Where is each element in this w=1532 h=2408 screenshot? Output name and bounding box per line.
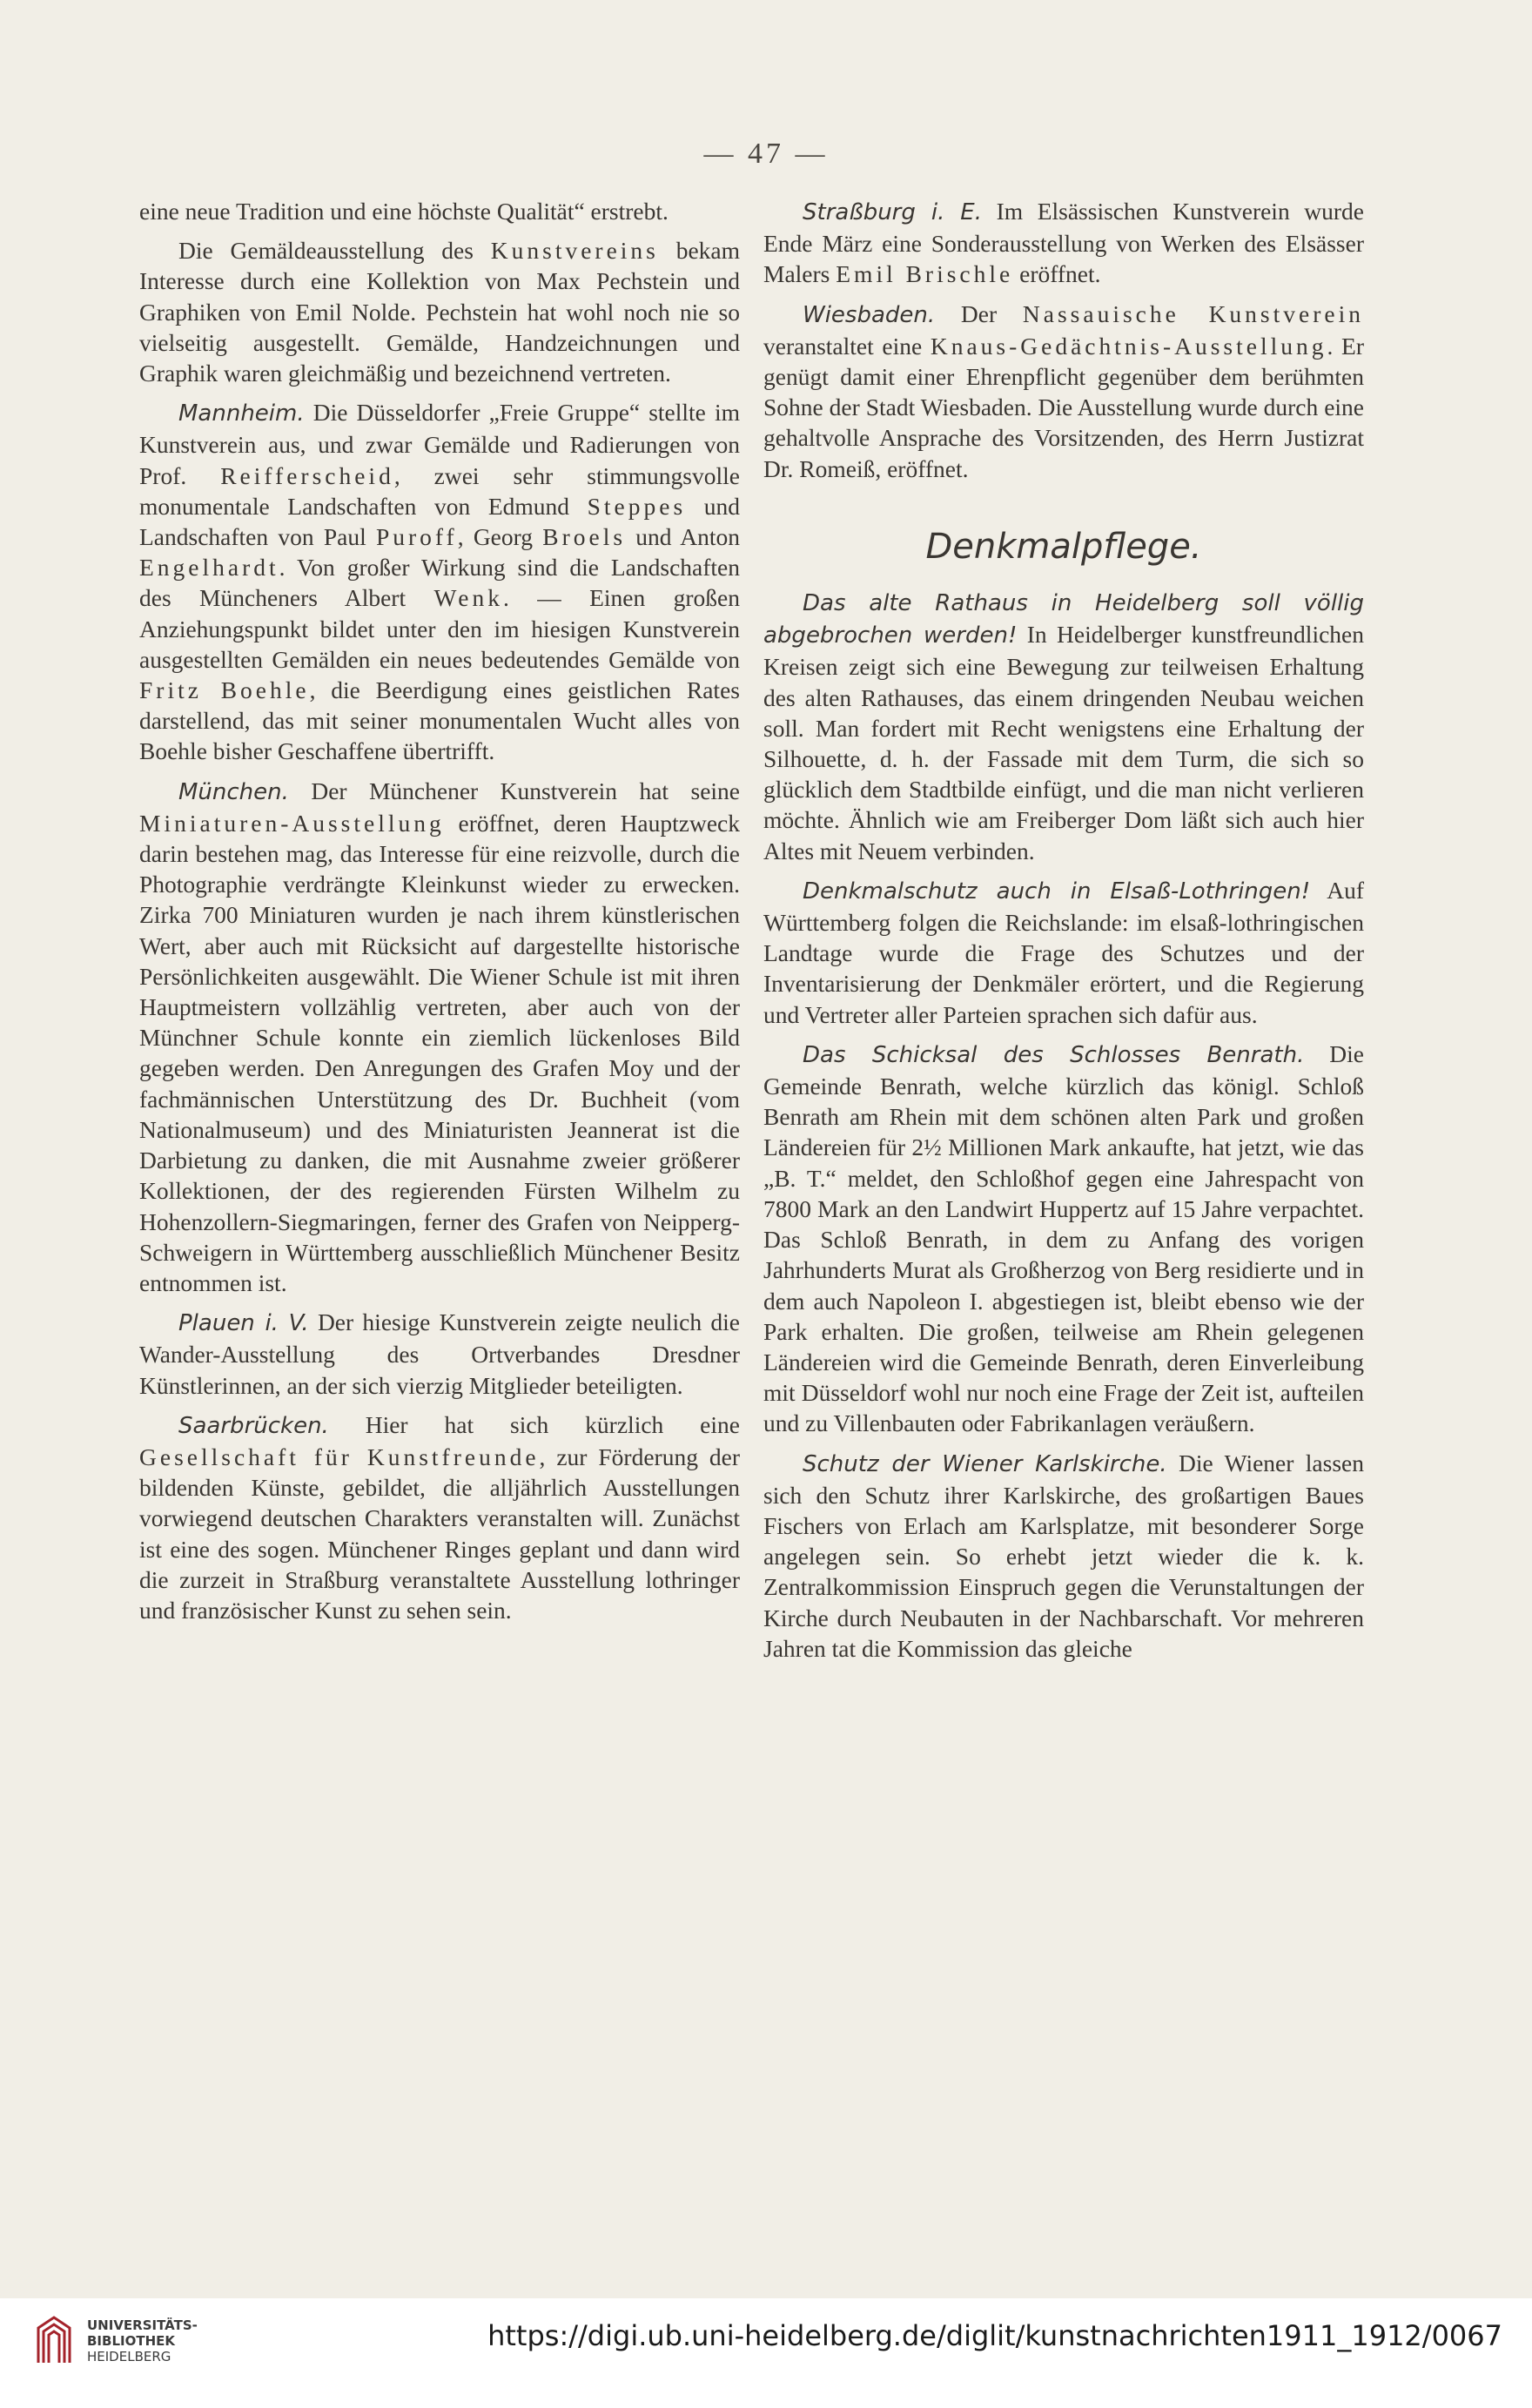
- article-paragraph: [139, 1409, 740, 1625]
- library-name-line: BIBLIOTHEK: [87, 2333, 175, 2349]
- library-name: [87, 2317, 198, 2364]
- section-heading: Denkmalpflege.: [925, 526, 1202, 567]
- spaced-name: Nassauische Kunstverein: [1022, 299, 1364, 327]
- spaced-name: Engelhardt: [139, 554, 279, 582]
- article-text: Auf Württemberg folgen die Reichslande: im elsaß-lothringischen Landtage wurde die Frage des Schutzes und der Inventarisierung der Denkmäler erörtert, und die Regierung und Vertreter aller Parteien sprachen sich dafür aus.: [763, 876, 1365, 1028]
- article-paragraph: [763, 196, 1364, 290]
- article-text: eröffnet, deren Hauptzweck darin bestehen mag, das Interesse für eine reizvolle, durch die Photographie verdrängte Kleinkunst wieder zu erwecken. Zirka 700 Miniaturen wurden je nach ihrem künstlerischen Wert, aber auch mit Rücksicht auf dargestellte historische Persönlichkeiten ausgewählt. Die Wiener Schule ist mit ihren Hauptmeistern vollzählig vertreten, aber auch von der Münchner Schule konnte ein ziemlich lückenloses Bild gegeben werden. Den Anregungen des Grafen Moy und der fachmännischen Unterstützung des Dr. Buchheit (vom Nationalmuseum) und des Miniaturisten Jeannerat ist die Darbietung zu danken, die mit Ausnahme zweier größerer Kollektionen, der des regierenden Fürsten Wilhelm zu Hohenzollern-Siegmaringen, ferner des Grafen von Neipperg-Schweigern in Württemberg ausschließlich Münchener Besitz entnommen ist.: [139, 809, 740, 1296]
- spaced-name: Wenk: [433, 584, 503, 612]
- library-name-line: UNIVERSITÄTS-: [87, 2317, 198, 2333]
- article-text: Die Gemeinde Benrath, welche kürzlich das königl. Schloß Benrath am Rhein mit dem schönen alten Park und großen Ländereien für 2½ Millionen Mark ankaufte, hat jetzt, wie das „B. T.“ meldet, den Schloßhof gegen eine Jahrespacht von 7800 Mark an den Landwirt Huppertz auf 15 Jahre verpachtet. Das Schloß Benrath, in dem zu Anfang des vorigen Jahrhunderts Murat als Großherzog von Berg residierte und in dem auch Napoleon I. abgestiegen ist, bleibt ebenso wie der Park erhalten. Die großen, teilweise am Rhein gelegenen Ländereien wird die Gemeinde Benrath, deren Einverleibung mit Düsseldorf wohl nur noch eine Frage der Zeit ist, aufteilen und zu Villenbauten oder Fabrikanlagen veräußern.: [763, 1039, 1364, 1437]
- source-url[interactable]: https://digi.ub.uni-heidelberg.de/diglit/kunstnachrichten1911_1912/0067: [487, 2319, 1502, 2352]
- article-lead: Das alte Rathaus in Heidelberg soll völlig abgebrochen werden!: [763, 590, 1364, 649]
- library-logo-icon[interactable]: [35, 2314, 73, 2366]
- article-text: und Landschaften von Paul: [139, 492, 740, 551]
- article-text: Die Gemäldeausstellung des: [178, 237, 491, 265]
- article-text: eröffnet.: [1013, 260, 1101, 288]
- right-column: [763, 196, 1364, 1672]
- article-lead: Denkmalschutz auch in Elsaß-Lothringen!: [803, 878, 1311, 905]
- article-paragraph: [763, 299, 1364, 484]
- article-text: Die Wiener lassen sich den Schutz ihrer Karlskirche, des großartigen Baues Fischers von Erlach am Karlsplatze, mit besonderer Sorge angelegen sein. So erhebt jetzt wieder die k. k. Zentralkommission Einspruch gegen die Verunstaltungen der Kirche durch Neubauten in der Nachbarschaft. Vor mehreren Jahren tat die Kommission das gleiche: [763, 1449, 1364, 1662]
- article-paragraph: [139, 1307, 740, 1401]
- spaced-name: Emil Brischle: [836, 260, 1014, 288]
- article-text: Der Münchener Kunstverein hat seine: [288, 777, 740, 804]
- right-column-top: [763, 196, 1364, 484]
- article-text: und Anton: [626, 523, 741, 551]
- spaced-name: Knaus-Gedächtnis-Ausstellung: [930, 332, 1327, 360]
- article-lead: Das Schicksal des Schlosses Benrath.: [803, 1041, 1305, 1068]
- spaced-name: Kunstvereins: [490, 237, 659, 265]
- article-lead: Schutz der Wiener Karlskirche.: [803, 1450, 1167, 1477]
- article-lead: Straßburg i. E.: [803, 199, 982, 225]
- spaced-name: Reifferscheid: [220, 461, 394, 489]
- article-lead: Wiesbaden.: [803, 301, 936, 328]
- article-paragraph: [139, 776, 740, 1298]
- article-paragraph: [139, 196, 740, 226]
- spaced-name: Broels: [542, 523, 627, 551]
- article-lead: Plauen i. V.: [178, 1310, 309, 1337]
- article-text: Der hiesige Kunstverein zeigte neulich die Wander-Ausstellung des Ortverbandes Dresdner Künstlerinnen, an der sich vierzig Mitglieder beteiligten.: [139, 1308, 741, 1399]
- article-text: Die Düsseldorfer „Freie Gruppe“ stellte im Kunstverein aus, und zwar Gemälde und Radierungen von Prof.: [139, 399, 740, 489]
- spaced-name: Steppes: [587, 492, 687, 520]
- article-lead: München.: [178, 778, 289, 805]
- left-column: [139, 196, 740, 1634]
- article-lead: Saarbrücken.: [178, 1412, 329, 1439]
- article-text: Hier hat sich kürzlich eine: [328, 1410, 740, 1438]
- article-text: veranstaltet eine: [763, 332, 931, 360]
- library-name-line: HEIDELBERG: [87, 2349, 171, 2364]
- article-paragraph: [763, 1448, 1364, 1664]
- right-column-bottom: [763, 587, 1364, 1664]
- article-text: bekam Interesse durch eine Kollektion von Max Pechstein und Graphiken von Emil Nolde. Pechstein hat wohl noch nie so vielseitig ausgestellt. Gemälde, Handzeichnungen und Graphik waren gleichmäßig und bezeichnend vertreten.: [139, 237, 740, 387]
- article-paragraph: [763, 587, 1364, 866]
- spaced-name: Fritz Boehle: [139, 676, 310, 704]
- article-text: In Heidelberger kunstfreundlichen Kreisen zeigt sich eine Bewegung zur teilweisen Erhaltung des alten Rathauses, das einem dringenden Neubau weichen soll. Man fordert mit Recht wenigstens eine Erhaltung der Silhouette, d. h. der Fassade mit dem Turm, die sich so glücklich dem Stadtbilde einfügt, und die man nicht verlieren möchte. Ähnlich wie am Freiberger Dom läßt sich auch hier Altes mit Neuem verbinden.: [763, 621, 1365, 864]
- article-paragraph: [763, 1039, 1364, 1439]
- article-paragraph: [139, 397, 740, 766]
- article-paragraph: [139, 235, 740, 388]
- spaced-name: Gesellschaft für Kunstfreunde: [139, 1443, 540, 1470]
- spaced-name: Puroff: [375, 523, 458, 551]
- article-text: . Von großer Wirkung sind die Landschaften des Müncheners Albert: [139, 554, 740, 612]
- article-text: . — Einen großen Anziehungspunkt bildet unter den im hiesigen Kunstverein ausgestellten Gemälden ein neues bedeutendes Gemälde von: [139, 584, 740, 673]
- article-text: , Georg: [457, 523, 543, 551]
- article-text: , zwei sehr stimmungsvolle monumentale Landschaften von Edmund: [139, 461, 740, 520]
- article-text: , zur Förderung der bildenden Künste, gebildet, die alljährlich Ausstellungen vorwiegend deutschen Charakters veranstalten will. Zunächst ist eine des sogen. Münchener Ringes geplant und dann wird die zurzeit in Straßburg veranstaltete Ausstellung lothringer und französischer Kunst zu sehen sein.: [139, 1443, 740, 1624]
- footer-bar: [0, 2298, 1532, 2408]
- article-text: , die Beerdigung eines geistlichen Rates darstellend, das mit seiner monumentalen Wucht alles von Boehle bisher Geschaffene übertrifft.: [139, 676, 740, 765]
- article-text: Der: [935, 299, 1023, 327]
- spaced-name: Miniaturen-Ausstellung: [139, 809, 445, 837]
- article-text: Im Elsässischen Kunstverein wurde Ende März eine Sonderausstellung von Werken des Elsässer Malers: [763, 198, 1364, 288]
- article-text: . Er genügt damit einer Ehrenpflicht gegenüber dem berühmten Sohne der Stadt Wiesbaden. Die Ausstellung wurde durch eine gehaltvolle Ansprache des Vorsitzenden, des Herrn Justizrat Dr. Romeiß, eröffnet.: [763, 332, 1364, 482]
- page-number: — 47 —: [703, 138, 829, 170]
- article-text: eine neue Tradition und eine höchste Qualität“ erstrebt.: [139, 198, 669, 225]
- article-paragraph: [763, 875, 1364, 1030]
- article-lead: Mannheim.: [178, 400, 305, 427]
